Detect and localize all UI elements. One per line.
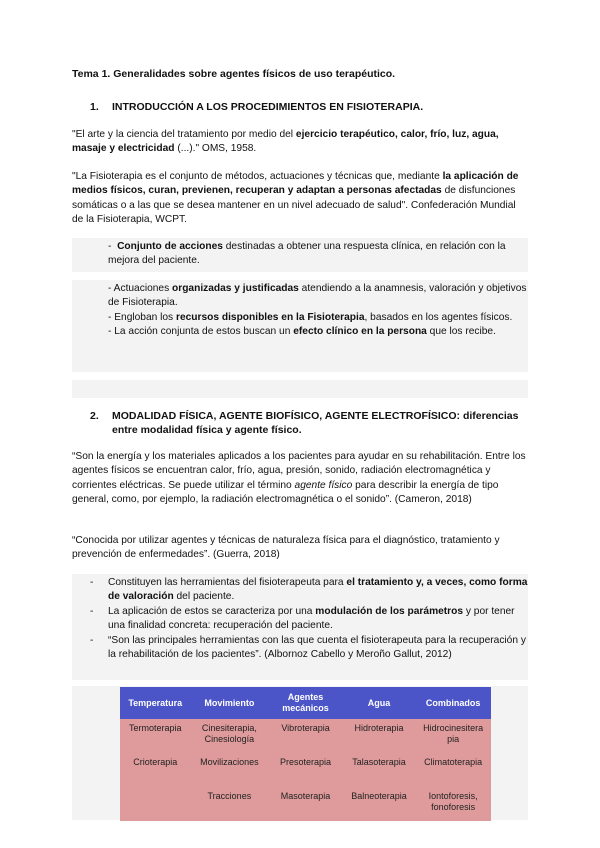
physical-agents-table xyxy=(120,687,491,821)
table-cell: Hidroterapia xyxy=(343,719,415,753)
table-cell: Balneoterapia xyxy=(343,787,415,821)
wcpt-quote: "La Fisioterapia es el conjunto de métodos, actuaciones y técnicas que, mediante la aplicación de medios físicos, curan, previenen, recuperan y adaptan a personas afectadas de disfunciones somáticas o a las que se desea mantener en un nivel adecuado de salud". Confederación Mundial de la Fisioterapia, WCPT. xyxy=(72,171,519,226)
guerra-quote: “Conocida por utilizar agentes y técnicas de naturaleza física para el diagnóstico, tratamiento y prevención de enfermedades”. (Guerra, 2018) xyxy=(72,535,500,561)
table-cell: Termoterapia xyxy=(120,719,190,753)
header-agentes-mecanicos: Agentes mecánicos xyxy=(268,687,343,719)
list-item: - Actuaciones organizadas y justificadas atendiendo a la anamnesis, valoración y objetivos de Fisioterapia. xyxy=(108,283,527,309)
page-title: Tema 1. Generalidades sobre agentes físicos de uso terapéutico. xyxy=(72,68,396,80)
table-cell: Iontoforesis, fonoforesis xyxy=(415,787,491,821)
table-row xyxy=(120,787,491,821)
header-combinados: Combinados xyxy=(415,687,491,719)
wcpt-quote-emphasis: la aplicación de medios físicos, curan, previenen, recuperan y adaptan a personas afectadas xyxy=(72,171,519,197)
cameron-quote: “Son la energía y los materiales aplicados a los pacientes para ayudar en su rehabilitación. Entre los agentes físicos se encuentran calor, frío, agua, presión, sonido, radiación electromagnética y corrientes eléctricas. Se puede utilizar el término agente físico para describir la energía de tipo general, como, por ejemplo, la radiación electromagnética o el sonido”. (Cameron, 2018) xyxy=(72,451,526,506)
table-cell: Vibroterapia xyxy=(268,719,343,753)
list-item: - La acción conjunta de estos buscan un efecto clínico en la persona que los recibe. xyxy=(108,326,496,338)
table-cell: Masoterapia xyxy=(268,787,343,821)
section-2-title: MODALIDAD FÍSICA, AGENTE BIOFÍSICO, AGENTE ELECTROFÍSICO: diferencias entre modalidad física y agente físico. xyxy=(112,410,519,436)
table-cell: Hidrocinesitera pia xyxy=(415,719,491,753)
oms-quote-emphasis: ejercicio terapéutico, calor, frío, luz, agua, masaje y electricidad xyxy=(72,129,499,155)
table-cell: Tracciones xyxy=(190,787,268,821)
section-1-heading xyxy=(90,100,532,114)
table-cell xyxy=(120,787,190,821)
list-item: - La aplicación de estos se caracteriza por una modulación de los parámetros y por tener una finalidad concreta: recuperación del paciente. xyxy=(90,605,515,632)
table-cell: Crioterapia xyxy=(120,753,190,787)
table-cell: Presoterapia xyxy=(268,753,343,787)
header-movimiento: Movimiento xyxy=(190,687,268,719)
section-1-title: INTRODUCCIÓN A LOS PROCEDIMIENTOS EN FISIOTERAPIA. xyxy=(112,101,424,113)
table-header-row xyxy=(120,687,491,719)
section-2-number: 2. xyxy=(90,410,99,422)
list-item: - Engloban los recursos disponibles en la Fisioterapia, basados en los agentes físicos. xyxy=(108,311,513,323)
table-row xyxy=(120,753,491,787)
header-agua: Agua xyxy=(343,687,415,719)
agents-list xyxy=(72,576,528,662)
table-cell: Movilizaciones xyxy=(190,753,268,787)
list-item: - Constituyen las herramientas del fisioterapeuta para el tratamiento y, a veces, como forma de valoración del paciente. xyxy=(90,577,528,603)
shaded-band-3 xyxy=(72,380,528,398)
intro-list-1 xyxy=(100,240,528,269)
table-cell: Talasoterapia xyxy=(343,753,415,787)
table-cell: Cinesiterapia, Cinesiología xyxy=(190,719,268,753)
section-1-number: 1. xyxy=(90,101,99,113)
list-item: - “Son las principales herramientas con las que cuenta el fisioterapeuta para la recuperación y la rehabilitación de los pacientes”. (Albornoz Cabello y Meroño Gallut, 2012) xyxy=(90,634,526,661)
table-row xyxy=(120,719,491,753)
oms-quote: "El arte y la ciencia del tratamiento por medio del ejercicio terapéutico, calor, frío, luz, agua, masaje y electricidad (...)." OMS, 1958. xyxy=(72,129,499,155)
section-2-heading xyxy=(90,409,532,437)
table-cell: Climatoterapia xyxy=(415,753,491,787)
header-temperatura: Temperatura xyxy=(120,687,190,719)
intro-list-2 xyxy=(100,282,528,340)
list-item: - Conjunto de acciones destinadas a obtener una respuesta clínica, en relación con la mejora del paciente. xyxy=(108,241,506,267)
